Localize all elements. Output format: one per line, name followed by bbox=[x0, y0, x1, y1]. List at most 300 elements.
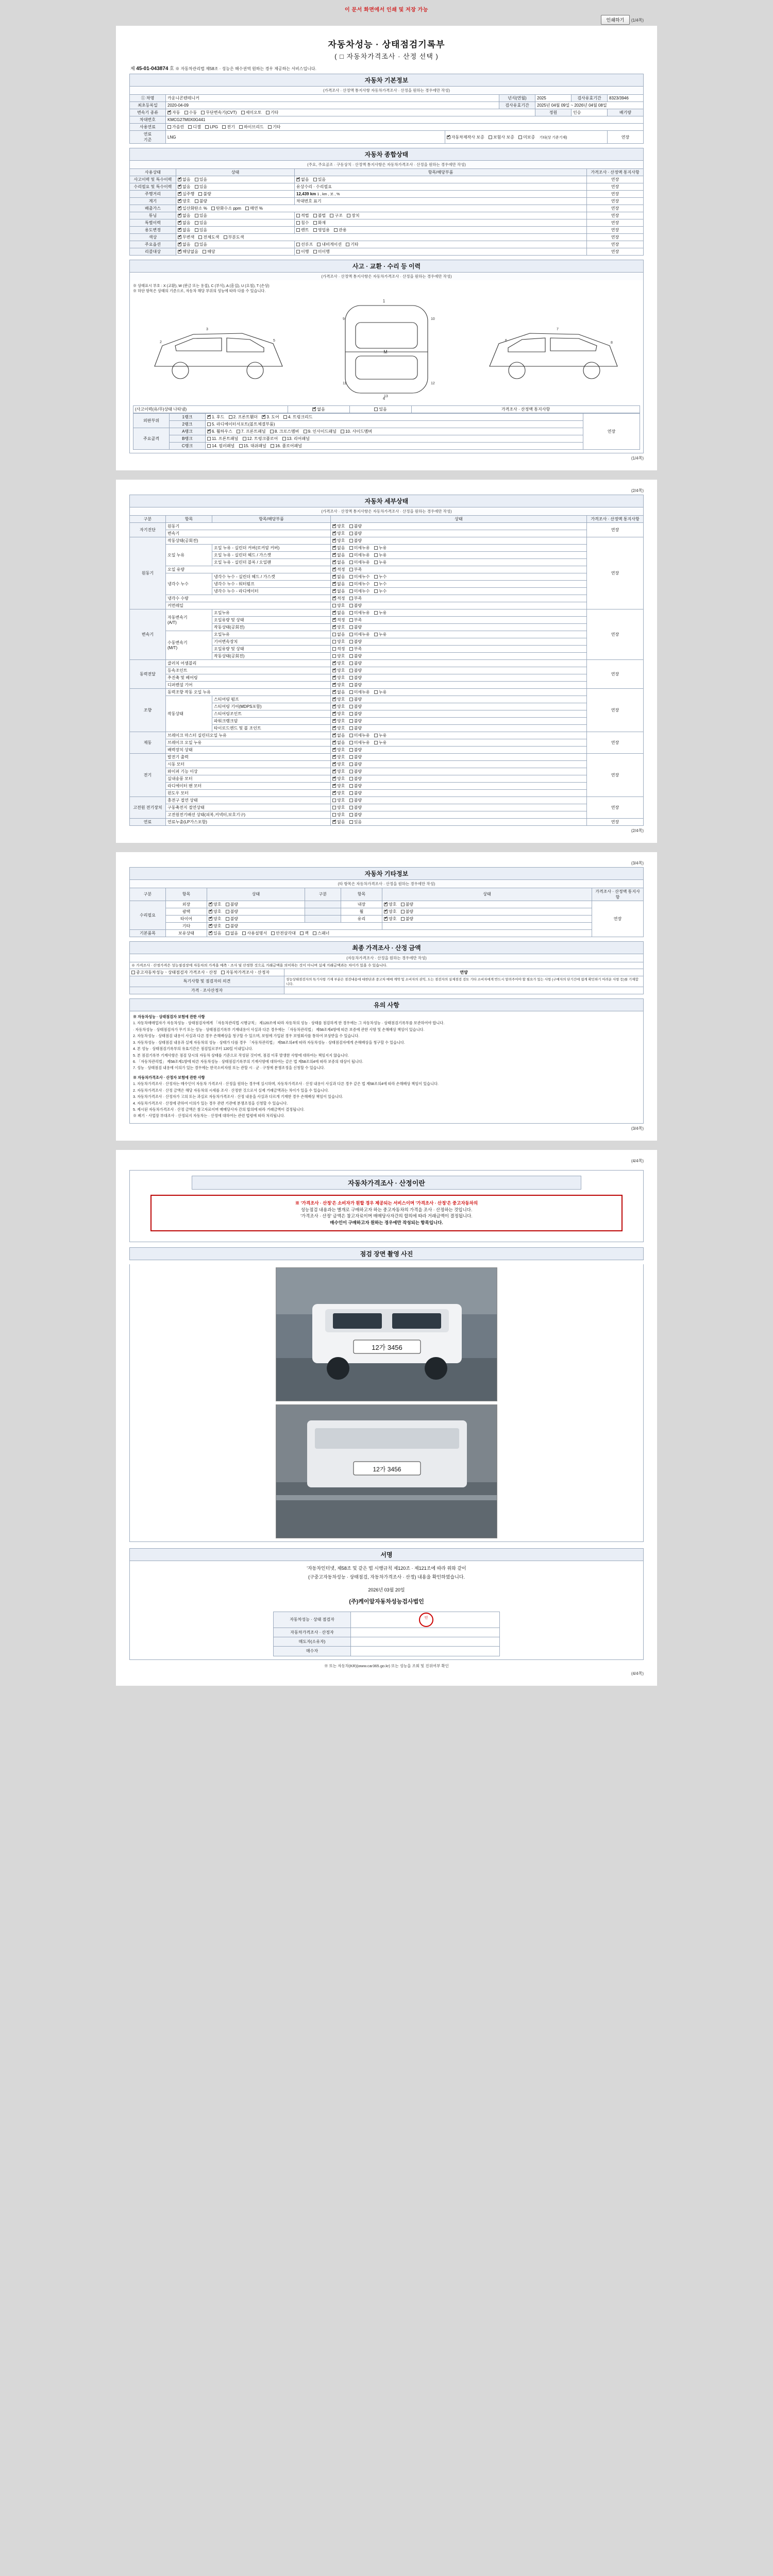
checkbox-legend-yes[interactable] bbox=[374, 408, 378, 411]
checkbox-oil-rocker-leak[interactable] bbox=[374, 546, 378, 550]
checkbox-engine-idle-bad[interactable] bbox=[349, 539, 353, 543]
checkbox-cool-head-micro[interactable] bbox=[349, 575, 353, 579]
detail-item-2-2: 작동상태(공회전) bbox=[212, 623, 331, 631]
checkbox-radfan-bad[interactable] bbox=[349, 784, 353, 788]
checkbox-clutch-ok[interactable] bbox=[332, 662, 336, 665]
sign-row-label-1: 자동차가격조사 · 산정자 bbox=[274, 1628, 351, 1637]
detail-item-5-0: 브레이크 마스터 실린더오일 누유 bbox=[166, 732, 331, 739]
checkbox-brake-master-none[interactable] bbox=[332, 734, 336, 737]
checkbox-alternator-bad[interactable] bbox=[349, 755, 353, 759]
detail-state-4-3 bbox=[331, 710, 587, 717]
checkbox-accident-none[interactable] bbox=[178, 178, 181, 181]
checkbox-cvjoint-ok[interactable] bbox=[332, 669, 336, 672]
checkbox-tierod-ok[interactable] bbox=[332, 726, 336, 730]
label-fuel-4: 하이브리드 bbox=[244, 125, 264, 129]
checkbox-mt-leak-micro[interactable] bbox=[349, 633, 353, 636]
checkbox-repair-none[interactable] bbox=[178, 185, 181, 189]
checkbox-ps-leak-leak[interactable] bbox=[374, 690, 378, 694]
panel-items-3 bbox=[206, 435, 583, 442]
checkbox-window-motor-bad[interactable] bbox=[349, 791, 353, 795]
label-accident-0: 없음 bbox=[182, 177, 191, 182]
price-opt-0: 중고자동차성능ㆍ상태점검자 가격조사ㆍ산정 bbox=[136, 970, 217, 975]
checkbox-hv-wiring-bad[interactable] bbox=[349, 813, 353, 817]
state-1-3-1: 미세누유 bbox=[354, 560, 370, 565]
sign-row-value-2[interactable] bbox=[351, 1637, 500, 1647]
checkbox-steering-pump-bad[interactable] bbox=[349, 698, 353, 701]
checkbox-polish-ok[interactable] bbox=[209, 910, 212, 913]
svg-text:12가 3456: 12가 3456 bbox=[373, 1465, 401, 1473]
checkbox-commonrail-ok[interactable] bbox=[332, 604, 336, 607]
checkbox-steering-pump-ok[interactable] bbox=[332, 698, 336, 701]
checkbox-interior-ok[interactable] bbox=[384, 903, 388, 906]
panel-item-1-0: 5. 라디에이터서포트(볼트체결부품) bbox=[212, 421, 275, 427]
section-caption-basic-info: (가격조사 · 산정액 통지사항 자동차가격조사 · 산정을 원하는 경우에만 작성) bbox=[129, 87, 644, 94]
label-emission-0: 일산화탄소 % bbox=[182, 206, 207, 211]
checkbox-driveshaft-ok[interactable] bbox=[332, 676, 336, 680]
checkbox-price-performance[interactable] bbox=[131, 971, 135, 974]
checkbox-mt-leak-none[interactable] bbox=[332, 633, 336, 636]
state-4-0-2: 누유 bbox=[378, 689, 387, 694]
state-2-4-0: 양호 bbox=[337, 639, 345, 644]
checkbox-cool-pump-micro[interactable] bbox=[349, 582, 353, 586]
checkbox-panel-trunk[interactable] bbox=[283, 415, 287, 419]
checkbox-wiper-bad[interactable] bbox=[349, 770, 353, 773]
checkbox-spanner[interactable] bbox=[313, 931, 316, 935]
checkbox-oil-block-micro[interactable] bbox=[349, 561, 353, 564]
checkbox-polish-bad[interactable] bbox=[226, 910, 229, 913]
checkbox-emission-smoke[interactable] bbox=[245, 207, 249, 210]
checkbox-special-yes[interactable] bbox=[195, 221, 198, 225]
checkbox-panel-trunkfloor[interactable] bbox=[243, 437, 246, 440]
checkbox-booster-bad[interactable] bbox=[349, 748, 353, 752]
checkbox-panel-crossmember[interactable] bbox=[270, 430, 274, 433]
label-color-1: 전체도색 bbox=[203, 235, 220, 240]
state-4-0-0: 없음 bbox=[337, 689, 345, 694]
detail-item-1-4: 오일 유량 bbox=[166, 566, 331, 573]
state-2-6-1: 불량 bbox=[354, 653, 362, 658]
checkbox-diff-ok[interactable] bbox=[332, 683, 336, 687]
checkbox-option-none[interactable] bbox=[178, 243, 181, 246]
checkbox-fuel-lpg[interactable] bbox=[205, 125, 209, 129]
state-7-1-0: 양호 bbox=[337, 805, 345, 810]
checkbox-mt-level-low[interactable] bbox=[349, 647, 353, 651]
checkbox-steering-gear-bad[interactable] bbox=[349, 705, 353, 708]
checkbox-mileage-actual[interactable] bbox=[178, 192, 181, 196]
checkbox-usechange-yes[interactable] bbox=[195, 228, 198, 232]
checkbox-mt-leak-leak[interactable] bbox=[374, 633, 378, 636]
checkbox-blower-ok[interactable] bbox=[332, 777, 336, 781]
label-mileage-0: 실주행 bbox=[182, 192, 195, 196]
checkbox-fuel-electric[interactable] bbox=[222, 125, 226, 129]
sign-row-value-1[interactable] bbox=[351, 1628, 500, 1637]
checkbox-repair-yes[interactable] bbox=[195, 185, 198, 189]
other-state2-0 bbox=[382, 901, 592, 908]
svg-text:9: 9 bbox=[343, 317, 345, 321]
notice-item-0-1: · 자동차성능 · 상태점검자가 무기 또는 성능 · 상태점검기록부 기재내용이 사실과 다른 경우에는 「자동차관리법」 제58조제4항에 따른 보증에 관한 사항 및 손해배상 책임이 있습니다. bbox=[133, 1027, 425, 1032]
checkbox-power-crank-bad[interactable] bbox=[349, 719, 353, 723]
checkbox-brake-master-micro[interactable] bbox=[349, 734, 353, 737]
panel-item-2-3: 9. 인사이드패널 bbox=[308, 429, 337, 434]
value-modelyear: 2025 bbox=[535, 95, 572, 102]
label-usechange-sub-0: 렌트 bbox=[301, 228, 309, 232]
checkbox-radfan-ok[interactable] bbox=[332, 784, 336, 788]
checkbox-option-other[interactable] bbox=[346, 243, 349, 246]
checkbox-triangle[interactable] bbox=[271, 931, 275, 935]
overall-row-opts-1 bbox=[176, 183, 295, 191]
checkbox-tuning-device[interactable] bbox=[347, 214, 350, 217]
detail-item-6-0: 발전기 출력 bbox=[166, 753, 331, 760]
checkbox-flood[interactable] bbox=[296, 221, 300, 225]
checkbox-wiper-ok[interactable] bbox=[332, 770, 336, 773]
checkbox-fuel-leak-yes[interactable] bbox=[349, 820, 353, 824]
checkbox-panel-dashpanel[interactable] bbox=[239, 444, 243, 448]
checkbox-cool-head-none[interactable] bbox=[332, 575, 336, 579]
checkbox-selfdiag-trans-bad[interactable] bbox=[349, 532, 353, 535]
checkbox-battery-insul-bad[interactable] bbox=[349, 806, 353, 809]
checkbox-fuel-gasoline[interactable] bbox=[167, 125, 171, 129]
checkbox-panel-rearpanel[interactable] bbox=[282, 437, 286, 440]
checkbox-at-idle-bad[interactable] bbox=[349, 625, 353, 629]
checkbox-cool-rad-leak[interactable] bbox=[374, 589, 378, 593]
checkbox-mt-idle-bad[interactable] bbox=[349, 654, 353, 658]
detail-state-8-0 bbox=[331, 818, 587, 825]
checkbox-transmission-other[interactable] bbox=[266, 111, 270, 114]
doc-no-value: 45-01-043874 bbox=[136, 66, 169, 72]
checkbox-panel-radiator-support[interactable] bbox=[207, 422, 211, 426]
detail-state-6-1 bbox=[331, 760, 587, 768]
checkbox-at-leak-leak[interactable] bbox=[374, 611, 378, 615]
checkbox-cool-rad-micro[interactable] bbox=[349, 589, 353, 593]
checkbox-mt-idle-ok[interactable] bbox=[332, 654, 336, 658]
checkbox-tuning-illegal[interactable] bbox=[313, 214, 317, 217]
checkbox-ps-leak-micro[interactable] bbox=[349, 690, 353, 694]
panel-rank-4: C랭크 bbox=[170, 442, 206, 449]
overall-row-label-5: 배출가스 bbox=[130, 205, 176, 212]
checkbox-vin-bad[interactable] bbox=[195, 199, 198, 203]
detail-item-3-2: 추진축 및 베어링 bbox=[166, 674, 331, 681]
checkbox-government[interactable] bbox=[334, 228, 338, 232]
checkbox-charger-insul-ok[interactable] bbox=[332, 799, 336, 802]
checkbox-jack[interactable] bbox=[300, 931, 304, 935]
checkbox-cool-head-leak[interactable] bbox=[374, 575, 378, 579]
other-state-4-3: 안전삼각대 bbox=[276, 930, 296, 936]
detail-state-7-1 bbox=[331, 804, 587, 811]
checkbox-business[interactable] bbox=[313, 228, 317, 232]
checkbox-booster-ok[interactable] bbox=[332, 748, 336, 752]
checkbox-option-yes[interactable] bbox=[195, 243, 198, 246]
checkbox-exterior-bad[interactable] bbox=[226, 903, 229, 906]
checkbox-cool-level-low[interactable] bbox=[349, 597, 353, 600]
section-caption-price: (자동차가격조사 · 산정을 원하는 경우에만 작성) bbox=[129, 954, 644, 962]
overall-row-sub-8 bbox=[295, 227, 587, 234]
checkbox-transmission-manual[interactable] bbox=[184, 111, 188, 114]
checkbox-panel-insidepanel[interactable] bbox=[304, 430, 307, 433]
checkbox-blower-bad[interactable] bbox=[349, 777, 353, 781]
checkbox-interior-bad[interactable] bbox=[401, 903, 405, 906]
label-option-0: 없음 bbox=[182, 242, 191, 247]
legend-none bbox=[288, 405, 350, 413]
checkbox-brake-master-leak[interactable] bbox=[374, 734, 378, 737]
detail-item-1-8: 냉각수 수량 bbox=[166, 595, 331, 602]
checkbox-oil-head-none[interactable] bbox=[332, 553, 336, 557]
overall-row-sub-6 bbox=[295, 212, 587, 219]
checkbox-sunroof[interactable] bbox=[296, 243, 300, 246]
detail-state-2-2 bbox=[331, 623, 587, 631]
checkbox-brake-oil-micro[interactable] bbox=[349, 741, 353, 744]
checkbox-at-idle-ok[interactable] bbox=[332, 625, 336, 629]
checkbox-warranty-insurer[interactable] bbox=[489, 135, 492, 139]
checkbox-vin-ok[interactable] bbox=[178, 199, 181, 203]
checkbox-accident-sub-none[interactable] bbox=[296, 178, 300, 181]
checkbox-panel-fender[interactable] bbox=[229, 415, 232, 419]
state-1-4-0: 적정 bbox=[337, 567, 345, 572]
checkbox-at-leak-micro[interactable] bbox=[349, 611, 353, 615]
checkbox-diff-bad[interactable] bbox=[349, 683, 353, 687]
checkbox-wheel-ok[interactable] bbox=[384, 910, 388, 913]
checkbox-tuning-legal[interactable] bbox=[296, 214, 300, 217]
notice-item-0-5: 5. 본 점검기록부 기재사항은 점검 당시의 자동차 상태를 기준으로 작성된 것이며, 점검 이후 발생한 사항에 대하여는 책임지지 않습니다. bbox=[133, 1053, 349, 1058]
checkbox-recall-na[interactable] bbox=[178, 250, 181, 253]
checkbox-engine-idle-ok[interactable] bbox=[332, 539, 336, 543]
value-carname: 카운니콘텐테니커 bbox=[166, 95, 499, 102]
checkbox-recall-done[interactable] bbox=[296, 250, 300, 253]
checkbox-tire-bad[interactable] bbox=[226, 917, 229, 921]
checkbox-warranty-none[interactable] bbox=[518, 135, 522, 139]
detail-item-1-6: 냉각수 누수 - 워터펌프 bbox=[212, 580, 331, 587]
state-6-1-1: 불량 bbox=[354, 761, 362, 767]
checkbox-emission-hc[interactable] bbox=[211, 207, 215, 210]
checkbox-emission-co[interactable] bbox=[178, 207, 181, 210]
detail-item-4-3: 스티어링조인트 bbox=[212, 710, 331, 717]
checkbox-selfdiag-trans-ok[interactable] bbox=[332, 532, 336, 535]
checkbox-oil-block-leak[interactable] bbox=[374, 561, 378, 564]
state-1-7-2: 누수 bbox=[378, 588, 387, 594]
sign-row-value-3[interactable] bbox=[351, 1647, 500, 1656]
checkbox-navigation[interactable] bbox=[317, 243, 321, 246]
other-state-2-0: 양호 bbox=[213, 916, 222, 921]
checkbox-accident-sub-yes[interactable] bbox=[313, 178, 317, 181]
state-1-9-1: 불량 bbox=[354, 603, 362, 608]
checkbox-brake-oil-leak[interactable] bbox=[374, 741, 378, 744]
checkbox-legend-none[interactable] bbox=[312, 408, 316, 411]
checkbox-panel-pillar[interactable] bbox=[207, 444, 211, 448]
checkbox-at-leak-none[interactable] bbox=[332, 611, 336, 615]
label-mileage-1: 불량 bbox=[203, 192, 211, 196]
state-5-0-2: 누유 bbox=[378, 733, 387, 738]
th-detail-2: 상태 bbox=[331, 515, 587, 522]
checkbox-color-unchanged[interactable] bbox=[178, 235, 181, 239]
checkbox-steering-joint-ok[interactable] bbox=[332, 712, 336, 716]
detail-item-5-2: 배력장치 상태 bbox=[166, 746, 331, 753]
checkbox-oil-head-leak[interactable] bbox=[374, 553, 378, 557]
notice-heading-1: ※ 자동차가격조사 · 산정자 보험에 관한 사항 bbox=[133, 1075, 205, 1080]
checkbox-panel-sidemember[interactable] bbox=[341, 430, 344, 433]
overall-row-opts-9 bbox=[176, 234, 587, 241]
checkbox-mt-gear-ok[interactable] bbox=[332, 640, 336, 643]
checkbox-fuel-hybrid[interactable] bbox=[239, 125, 243, 129]
detail-state-1-4 bbox=[331, 566, 587, 573]
checkbox-cool-level-ok[interactable] bbox=[332, 597, 336, 600]
checkbox-starter-ok[interactable] bbox=[332, 762, 336, 766]
detail-status-table bbox=[129, 515, 644, 826]
label-option-sub-1: 내비게이션 bbox=[322, 242, 342, 247]
panel-item-2-2: 8. 크로스멤버 bbox=[274, 429, 299, 434]
checkbox-oil-rocker-none[interactable] bbox=[332, 546, 336, 550]
checkbox-power-crank-ok[interactable] bbox=[332, 719, 336, 723]
checkbox-cool-rad-none[interactable] bbox=[332, 589, 336, 593]
checkbox-color-full[interactable] bbox=[198, 235, 202, 239]
checkbox-special-none[interactable] bbox=[178, 221, 181, 225]
checkbox-exterior-ok[interactable] bbox=[209, 903, 212, 906]
checkbox-at-level-ok[interactable] bbox=[332, 618, 336, 622]
checkbox-mileage-bad[interactable] bbox=[198, 192, 202, 196]
price-remarks-note: 성능상태점검자의 특기사항 기재 부분은 점검내용에 대한단과 중고차 매매 계약 및 소비자의 권익, 도는 점검자의 실제점검 검토 기타 소비자에게 반드시 알려주어야 할 필요가 있는 사항 (구매자의 단기간에 쉽게 확인하기 어려운 사항 등)를 기재합니다. bbox=[284, 976, 644, 987]
print-button[interactable]: 인쇄하기 bbox=[601, 15, 630, 25]
checkbox-glass-ok[interactable] bbox=[384, 917, 388, 921]
checkbox-rent[interactable] bbox=[296, 228, 300, 232]
checkbox-alternator-ok[interactable] bbox=[332, 755, 336, 759]
checkbox-tire-ok[interactable] bbox=[209, 917, 212, 921]
detail-item-1-2: 오일 누유 - 실린더 헤드 / 가스켓 bbox=[212, 551, 331, 558]
checkbox-panel-hood[interactable] bbox=[207, 415, 211, 419]
checkbox-recall-yes[interactable] bbox=[203, 250, 206, 253]
detail-state-6-4 bbox=[331, 782, 587, 789]
detail-state-0-0 bbox=[331, 522, 587, 530]
checkbox-fire[interactable] bbox=[313, 221, 317, 225]
checkbox-price-appraiser[interactable] bbox=[221, 971, 225, 974]
checkbox-brake-oil-none[interactable] bbox=[332, 741, 336, 744]
checkbox-ps-leak-none[interactable] bbox=[332, 690, 336, 694]
checkbox-hv-wiring-ok[interactable] bbox=[332, 813, 336, 817]
detail-item-6-1: 시동 모터 bbox=[166, 760, 331, 768]
checkbox-basic-yes[interactable] bbox=[209, 931, 212, 935]
checkbox-oil-block-none[interactable] bbox=[332, 561, 336, 564]
checkbox-etc-bad[interactable] bbox=[226, 924, 229, 928]
th-other-2: 상태 bbox=[207, 888, 305, 901]
checkbox-oil-head-micro[interactable] bbox=[349, 553, 353, 557]
checkbox-selfdiag-engine-bad[interactable] bbox=[349, 524, 353, 528]
checkbox-oil-rocker-micro[interactable] bbox=[349, 546, 353, 550]
checkbox-clutch-bad[interactable] bbox=[349, 662, 353, 665]
state-1-8-0: 적정 bbox=[337, 596, 345, 601]
page-4 bbox=[116, 1150, 657, 1686]
detail-state-3-2 bbox=[331, 674, 587, 681]
signature-table bbox=[273, 1612, 500, 1656]
state-7-2-1: 불량 bbox=[354, 812, 362, 817]
other-group2-2 bbox=[305, 915, 341, 922]
checkbox-cvjoint-bad[interactable] bbox=[349, 669, 353, 672]
label-tuning-1: 있음 bbox=[199, 213, 208, 218]
checkbox-driveshaft-bad[interactable] bbox=[349, 676, 353, 680]
checkbox-panel-floorpanel[interactable] bbox=[271, 444, 274, 448]
th-overall-1: 상태 bbox=[176, 169, 295, 176]
detail-state-2-1 bbox=[331, 616, 587, 623]
other-state2-2-1: 불량 bbox=[405, 916, 414, 921]
panel-rank-3: B랭크 bbox=[170, 435, 206, 442]
state-5-0-0: 없음 bbox=[337, 733, 345, 738]
checkbox-transmission-auto[interactable] bbox=[167, 111, 171, 114]
detail-state-2-4 bbox=[331, 638, 587, 645]
section-caption-detail: (가격조사 · 산정액 통지사항은 자동차가격조사 · 산정을 원하는 경우에만 작성) bbox=[129, 507, 644, 515]
label-warranty-1: 보험사 보증 bbox=[493, 134, 514, 140]
checkbox-steering-joint-bad[interactable] bbox=[349, 712, 353, 716]
detail-state-6-2 bbox=[331, 768, 587, 775]
th-detail-1: 항목 bbox=[166, 515, 212, 522]
checkbox-at-level-low[interactable] bbox=[349, 618, 353, 622]
label-recall-sub-1: 미이행 bbox=[317, 249, 330, 254]
checkbox-tuning-none[interactable] bbox=[178, 214, 181, 217]
checkbox-commonrail-bad[interactable] bbox=[349, 604, 353, 607]
checkbox-fuel-leak-none[interactable] bbox=[332, 820, 336, 824]
sign-row-value-0[interactable] bbox=[351, 1612, 500, 1628]
checkbox-warranty-maker[interactable] bbox=[447, 135, 450, 139]
row-label-seats: 정원 bbox=[535, 109, 572, 116]
checkbox-basic-no[interactable] bbox=[226, 931, 229, 935]
panel-item-3-0: 11. 프론트패널 bbox=[212, 436, 239, 441]
detail-item-6-3: 실내송풍 모터 bbox=[166, 775, 331, 782]
checkbox-battery-insul-ok[interactable] bbox=[332, 806, 336, 809]
checkbox-mt-level-ok[interactable] bbox=[332, 647, 336, 651]
other-state-4-5: 스패너 bbox=[317, 930, 330, 936]
checkbox-cool-pump-none[interactable] bbox=[332, 582, 336, 586]
checkbox-transmission-semi[interactable] bbox=[241, 111, 245, 114]
checkbox-window-motor-ok[interactable] bbox=[332, 791, 336, 795]
other-item-2: 타이어 bbox=[166, 915, 207, 922]
checkbox-cool-pump-leak[interactable] bbox=[374, 582, 378, 586]
checkbox-etc-ok[interactable] bbox=[209, 924, 212, 928]
checkbox-panel-door[interactable] bbox=[262, 415, 265, 419]
checkbox-fuel-other[interactable] bbox=[268, 125, 272, 129]
checkbox-oil-level-ok[interactable] bbox=[332, 568, 336, 571]
value-fuel bbox=[166, 124, 644, 131]
checkbox-color-partial[interactable] bbox=[224, 235, 227, 239]
state-4-4-0: 양호 bbox=[337, 718, 345, 723]
checkbox-glass-bad[interactable] bbox=[401, 917, 405, 921]
detail-item-4-4: 파워크랭크암 bbox=[212, 717, 331, 724]
checkbox-panel-frontpanel-b[interactable] bbox=[207, 437, 211, 440]
checkbox-tuning-structure[interactable] bbox=[330, 214, 333, 217]
checkbox-wheel-bad[interactable] bbox=[401, 910, 405, 913]
page-foot-2: (2/4쪽) bbox=[631, 828, 644, 833]
checkbox-oil-level-low[interactable] bbox=[349, 568, 353, 571]
state-3-2-1: 불량 bbox=[354, 675, 362, 680]
checkbox-fuel-diesel[interactable] bbox=[188, 125, 192, 129]
detail-sub-2-mt: 수동변속기 (M/T) bbox=[166, 631, 212, 659]
checkbox-tuning-yes[interactable] bbox=[195, 214, 198, 217]
checkbox-charger-insul-bad[interactable] bbox=[349, 799, 353, 802]
notice-item-0-2: 2. 자동차성능 · 상태점검 내용이 사실과 다른 경우 손해배상을 청구할 수 있으며, 보험에 가입된 경우 보험회사를 통하여 보상받을 수 있습니다. bbox=[133, 1033, 360, 1039]
checkbox-manual[interactable] bbox=[242, 931, 246, 935]
detail-note-6: 연장 bbox=[587, 753, 644, 796]
checkbox-steering-gear-ok[interactable] bbox=[332, 705, 336, 708]
label-vin-1: 불량 bbox=[199, 199, 208, 204]
state-2-3-2: 누유 bbox=[378, 632, 387, 637]
checkbox-tierod-bad[interactable] bbox=[349, 726, 353, 730]
other-state-4-2: 사용설명서 bbox=[247, 930, 267, 936]
overall-row-label-10: 주요옵션 bbox=[130, 241, 176, 248]
checkbox-recall-notdone[interactable] bbox=[313, 250, 317, 253]
state-6-3-1: 불량 bbox=[354, 776, 362, 781]
checkbox-starter-bad[interactable] bbox=[349, 762, 353, 766]
checkbox-mt-gear-bad[interactable] bbox=[349, 640, 353, 643]
checkbox-accident-yes[interactable] bbox=[195, 178, 198, 181]
checkbox-usechange-none[interactable] bbox=[178, 228, 181, 232]
page-head-2: (2/4쪽) bbox=[631, 488, 644, 493]
checkbox-panel-frontpanel[interactable] bbox=[237, 430, 240, 433]
checkbox-selfdiag-engine-ok[interactable] bbox=[332, 524, 336, 528]
checkbox-transmission-cvt[interactable] bbox=[201, 111, 205, 114]
checkbox-panel-wheelhouse[interactable] bbox=[207, 430, 211, 433]
